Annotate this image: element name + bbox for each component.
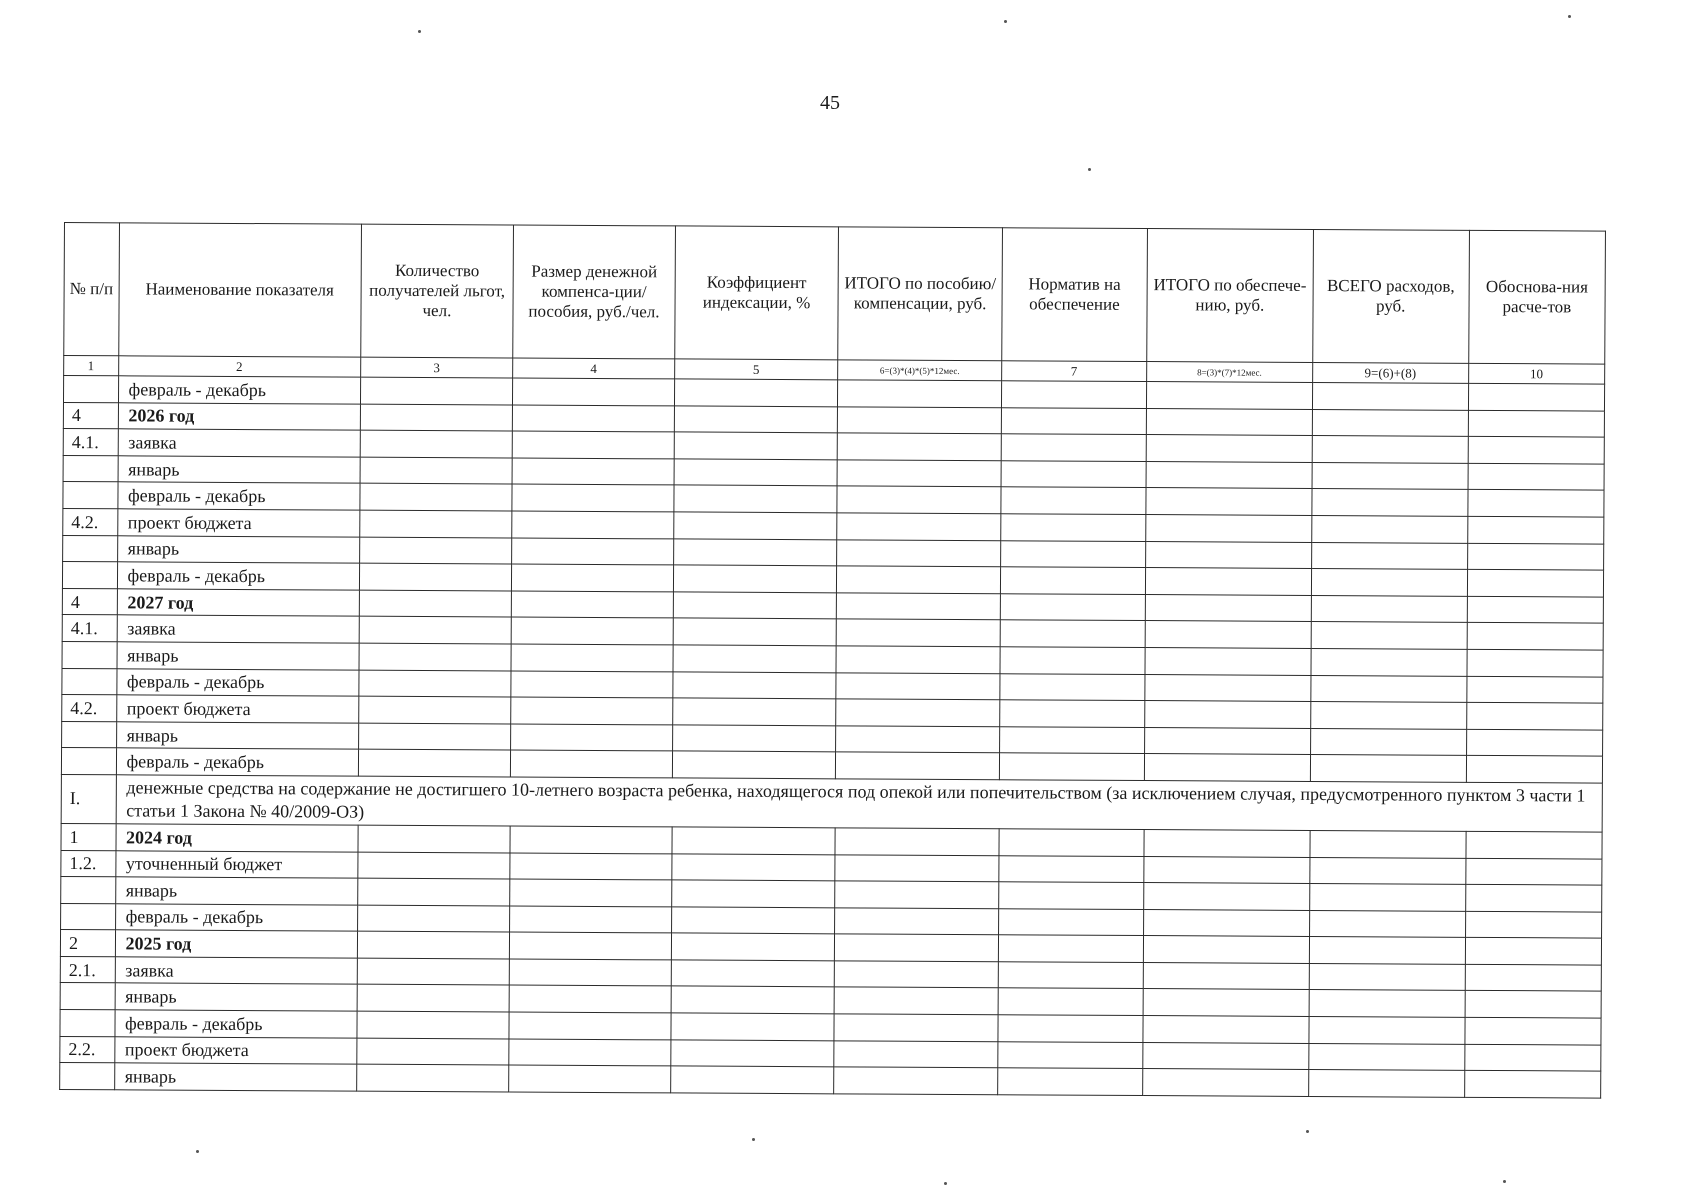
row-name: февраль - декабрь	[117, 482, 359, 510]
empty-cell	[511, 724, 673, 751]
empty-cell	[671, 986, 835, 1014]
empty-cell	[360, 404, 513, 431]
empty-cell	[357, 878, 510, 905]
row-name: заявка	[117, 615, 359, 643]
empty-cell	[673, 565, 837, 593]
empty-cell	[835, 934, 999, 962]
empty-cell	[1001, 461, 1146, 488]
empty-cell	[1311, 675, 1467, 702]
row-number	[63, 482, 118, 509]
empty-cell	[358, 749, 511, 776]
header-cell: Коэффициент индексации, %	[674, 226, 838, 360]
empty-cell	[998, 962, 1143, 989]
empty-cell	[1143, 1016, 1309, 1044]
empty-cell	[1146, 515, 1312, 543]
section-number: I.	[61, 774, 116, 823]
empty-cell	[1468, 490, 1605, 517]
empty-cell	[1000, 567, 1145, 594]
empty-cell	[1310, 728, 1466, 755]
empty-cell	[1309, 910, 1465, 937]
row-name: январь	[116, 722, 358, 750]
row-name: проект бюджета	[114, 1036, 356, 1064]
empty-cell	[512, 484, 674, 511]
empty-cell	[357, 958, 510, 985]
empty-cell	[671, 907, 835, 935]
table-body-part1	[61, 376, 1604, 784]
empty-cell	[834, 1014, 998, 1042]
empty-cell	[1309, 857, 1465, 884]
row-number: 4	[62, 588, 117, 615]
empty-cell	[1143, 989, 1309, 1017]
row-name: проект бюджета	[116, 695, 358, 723]
empty-cell	[1466, 831, 1603, 858]
empty-cell	[1467, 543, 1604, 570]
row-number	[61, 903, 116, 930]
empty-cell	[672, 725, 836, 753]
empty-cell	[999, 753, 1144, 780]
column-number: 9=(6)+(8)	[1312, 362, 1468, 383]
row-name: уточненный бюджет	[115, 850, 357, 878]
empty-cell	[998, 1068, 1143, 1095]
empty-cell	[834, 987, 998, 1015]
column-number: 3	[360, 357, 513, 378]
empty-cell	[1145, 568, 1311, 596]
empty-cell	[512, 431, 674, 458]
scan-speck	[1004, 20, 1007, 23]
empty-cell	[1311, 648, 1467, 675]
empty-cell	[1144, 754, 1310, 782]
row-name: февраль - декабрь	[116, 668, 358, 696]
empty-cell	[1001, 381, 1146, 408]
empty-cell	[998, 1015, 1143, 1042]
row-number: 2	[60, 930, 115, 957]
empty-cell	[836, 752, 1000, 780]
scan-speck	[752, 1138, 755, 1141]
empty-cell	[1144, 829, 1310, 857]
empty-cell	[1000, 647, 1145, 674]
empty-cell	[1145, 647, 1311, 675]
empty-cell	[674, 406, 838, 434]
empty-cell	[1467, 623, 1604, 650]
empty-cell	[1468, 463, 1605, 490]
empty-cell	[1311, 622, 1467, 649]
empty-cell	[1467, 516, 1604, 543]
empty-cell	[360, 457, 513, 484]
empty-cell	[356, 1038, 509, 1065]
row-name: январь	[117, 642, 359, 670]
empty-cell	[673, 671, 837, 699]
empty-cell	[837, 593, 1001, 621]
empty-cell	[1000, 620, 1145, 647]
empty-cell	[674, 432, 838, 460]
empty-cell	[512, 511, 674, 538]
row-name: январь	[115, 983, 357, 1011]
header-cell: ВСЕГО расходов, руб.	[1312, 229, 1469, 363]
empty-cell	[998, 908, 1143, 935]
empty-cell	[1144, 727, 1310, 755]
empty-cell	[1145, 541, 1311, 569]
row-name: февраль - декабрь	[118, 376, 360, 404]
empty-cell	[511, 750, 673, 777]
empty-cell	[513, 378, 675, 405]
empty-cell	[1467, 569, 1604, 596]
empty-cell	[1146, 435, 1312, 463]
scan-speck	[196, 1150, 199, 1153]
empty-cell	[836, 672, 1000, 700]
empty-cell	[1145, 701, 1311, 729]
empty-cell	[1309, 937, 1465, 964]
empty-cell	[673, 512, 837, 540]
empty-cell	[837, 460, 1001, 488]
empty-cell	[1144, 856, 1310, 884]
empty-cell	[1000, 700, 1145, 727]
scan-speck	[1306, 1130, 1309, 1133]
empty-cell	[512, 591, 674, 618]
empty-cell	[511, 697, 673, 724]
row-name: февраль - декабрь	[114, 1010, 356, 1038]
empty-cell	[359, 563, 512, 590]
row-number	[60, 1063, 115, 1090]
row-number	[63, 376, 118, 403]
empty-cell	[1466, 729, 1603, 756]
empty-cell	[1308, 1043, 1464, 1070]
empty-cell	[358, 670, 511, 697]
empty-cell	[673, 645, 837, 673]
scan-speck	[418, 30, 421, 33]
row-number: 4.2.	[62, 695, 117, 722]
empty-cell	[511, 617, 673, 644]
empty-cell	[1466, 756, 1603, 783]
header-cell: Размер денежной компенса-ции/пособия, руб./чел.	[513, 225, 675, 359]
empty-cell	[1464, 1044, 1601, 1071]
header-cell: Наименование показателя	[118, 223, 361, 357]
empty-cell	[1310, 755, 1466, 782]
section-title: денежные средства на содержание не достигшего 10-летнего возраста ребенка, находящегося под опекой или попечительством (за исключением случая, предусмотренного пунктом 3 части 1 статьи 1 Закона № 40/2009-ОЗ)	[116, 775, 1603, 832]
empty-cell	[1143, 1069, 1309, 1097]
empty-cell	[1465, 964, 1602, 991]
budget-table-container	[59, 222, 1606, 1098]
empty-cell	[1467, 596, 1604, 623]
column-number: 6=(3)*(4)*(5)*12мес.	[838, 360, 1002, 381]
empty-cell	[1000, 673, 1145, 700]
empty-cell	[1309, 963, 1465, 990]
empty-cell	[837, 566, 1001, 594]
row-name: январь	[115, 877, 357, 905]
row-name: проект бюджета	[117, 509, 359, 537]
table-body-part2	[60, 823, 1602, 1098]
row-number: 1.2.	[61, 850, 116, 877]
empty-cell	[1311, 595, 1467, 622]
empty-cell	[1464, 1071, 1601, 1098]
empty-cell	[1310, 830, 1466, 857]
column-number: 4	[513, 358, 675, 379]
row-number	[62, 641, 117, 668]
scan-speck	[1503, 1180, 1506, 1183]
empty-cell	[1143, 936, 1309, 964]
row-name: февраль - декабрь	[116, 748, 358, 776]
empty-cell	[1311, 569, 1467, 596]
row-name: 2024 год	[116, 824, 358, 852]
empty-cell	[511, 644, 673, 671]
empty-cell	[671, 960, 835, 988]
empty-cell	[1309, 1017, 1465, 1044]
row-name: январь	[114, 1063, 356, 1091]
empty-cell	[998, 935, 1143, 962]
empty-cell	[836, 699, 1000, 727]
empty-cell	[1312, 409, 1468, 436]
row-name: 2026 год	[118, 402, 360, 430]
row-number	[63, 535, 118, 562]
empty-cell	[1000, 540, 1145, 567]
empty-cell	[836, 646, 1000, 674]
row-name: январь	[117, 535, 359, 563]
empty-cell	[359, 643, 512, 670]
empty-cell	[357, 905, 510, 932]
empty-cell	[673, 618, 837, 646]
row-number	[62, 668, 117, 695]
empty-cell	[359, 590, 512, 617]
budget-table	[59, 222, 1606, 1098]
row-number: 1	[61, 823, 116, 850]
scan-speck	[944, 1182, 947, 1185]
empty-cell	[1311, 542, 1467, 569]
header-cell: Количество получателей льгот, чел.	[360, 224, 513, 358]
column-number: 7	[1001, 361, 1146, 382]
empty-cell	[1310, 702, 1466, 729]
empty-cell	[1146, 382, 1312, 410]
row-number: 2.1.	[60, 956, 115, 983]
section-row	[61, 774, 1602, 832]
empty-cell	[509, 985, 671, 1012]
empty-cell	[356, 1064, 509, 1091]
empty-cell	[837, 433, 1001, 461]
empty-cell	[1309, 990, 1465, 1017]
empty-cell	[359, 537, 512, 564]
empty-cell	[1312, 382, 1468, 409]
empty-cell	[1309, 884, 1465, 911]
empty-cell	[836, 619, 1000, 647]
empty-cell	[671, 1013, 835, 1041]
empty-cell	[998, 988, 1143, 1015]
page-number: 45	[820, 92, 840, 114]
row-number	[62, 721, 117, 748]
empty-cell	[672, 751, 836, 779]
empty-cell	[1146, 408, 1312, 436]
empty-cell	[1001, 514, 1146, 541]
empty-cell	[1000, 593, 1145, 620]
column-number: 10	[1468, 363, 1604, 384]
empty-cell	[513, 405, 675, 432]
empty-cell	[670, 1066, 834, 1094]
row-name: 2025 год	[115, 930, 357, 958]
empty-cell	[1001, 434, 1146, 461]
empty-cell	[673, 538, 837, 566]
empty-cell	[1146, 488, 1312, 516]
empty-cell	[674, 459, 838, 487]
empty-cell	[998, 1041, 1143, 1068]
empty-cell	[838, 406, 1002, 434]
empty-cell	[1465, 938, 1602, 965]
empty-cell	[999, 855, 1144, 882]
empty-cell	[1146, 461, 1312, 489]
header-cell: ИТОГО по обеспече-нию, руб.	[1147, 229, 1314, 363]
empty-cell	[511, 671, 673, 698]
empty-cell	[1465, 1017, 1602, 1044]
row-number	[60, 983, 115, 1010]
empty-cell	[360, 377, 513, 404]
empty-cell	[1467, 649, 1604, 676]
empty-cell	[1468, 437, 1605, 464]
empty-cell	[510, 879, 672, 906]
row-number: 4	[63, 402, 118, 429]
empty-cell	[673, 592, 837, 620]
empty-cell	[1143, 1042, 1309, 1070]
empty-cell	[838, 380, 1002, 408]
empty-cell	[358, 696, 511, 723]
empty-cell	[510, 853, 672, 880]
empty-cell	[834, 1067, 998, 1095]
empty-cell	[672, 827, 836, 855]
empty-cell	[1468, 383, 1605, 410]
empty-cell	[835, 961, 999, 989]
empty-cell	[359, 616, 512, 643]
row-name: февраль - декабрь	[115, 903, 357, 931]
row-number: 4.2.	[63, 508, 118, 535]
empty-cell	[360, 484, 513, 511]
column-number: 2	[118, 356, 360, 377]
section-body	[61, 774, 1602, 832]
empty-cell	[357, 1011, 510, 1038]
empty-cell	[512, 564, 674, 591]
empty-cell	[835, 881, 999, 909]
row-name: февраль - декабрь	[117, 562, 359, 590]
empty-cell	[999, 829, 1144, 856]
row-number	[63, 455, 118, 482]
row-number	[62, 562, 117, 589]
empty-cell	[1312, 462, 1468, 489]
scan-speck	[1088, 168, 1091, 171]
empty-cell	[358, 825, 511, 852]
empty-cell	[1312, 436, 1468, 463]
empty-cell	[1145, 674, 1311, 702]
empty-cell	[357, 852, 510, 879]
empty-cell	[1143, 909, 1309, 937]
empty-cell	[674, 485, 838, 513]
empty-cell	[358, 723, 511, 750]
empty-cell	[671, 933, 835, 961]
empty-cell	[999, 882, 1144, 909]
empty-cell	[510, 932, 672, 959]
empty-cell	[671, 880, 835, 908]
row-number: 4.1.	[62, 615, 117, 642]
empty-cell	[1145, 594, 1311, 622]
empty-cell	[512, 458, 674, 485]
row-name: январь	[118, 456, 360, 484]
row-number	[61, 877, 116, 904]
scan-speck	[1568, 15, 1571, 18]
empty-cell	[1465, 884, 1602, 911]
row-number: 4.1.	[63, 429, 118, 456]
empty-cell	[834, 1040, 998, 1068]
empty-cell	[999, 726, 1144, 753]
empty-cell	[512, 538, 674, 565]
header-cell: ИТОГО по пособию/ компенсации, руб.	[838, 227, 1002, 361]
row-name: 2027 год	[117, 589, 359, 617]
empty-cell	[1466, 676, 1603, 703]
header-cell: Норматив на обеспечение	[1002, 228, 1148, 362]
row-name: заявка	[118, 429, 360, 457]
empty-cell	[360, 430, 513, 457]
empty-cell	[510, 959, 672, 986]
header-row	[64, 223, 1606, 365]
row-number	[60, 1010, 115, 1037]
header-cell: Обоснова-ния расче-тов	[1468, 230, 1605, 364]
empty-cell	[1312, 489, 1468, 516]
empty-cell	[837, 539, 1001, 567]
empty-cell	[835, 828, 999, 856]
empty-cell	[357, 985, 510, 1012]
empty-cell	[670, 1040, 834, 1068]
column-number: 5	[674, 359, 838, 380]
row-name: заявка	[115, 957, 357, 985]
empty-cell	[1468, 410, 1605, 437]
empty-cell	[1308, 1070, 1464, 1097]
empty-cell	[357, 931, 510, 958]
empty-cell	[672, 698, 836, 726]
empty-cell	[509, 1039, 671, 1066]
empty-cell	[674, 379, 838, 407]
empty-cell	[835, 908, 999, 936]
empty-cell	[1144, 883, 1310, 911]
column-number: 8=(3)*(7)*12мес.	[1147, 362, 1313, 383]
empty-cell	[509, 1065, 671, 1092]
empty-cell	[1145, 621, 1311, 649]
empty-cell	[1465, 858, 1602, 885]
header-cell: № п/п	[64, 223, 119, 356]
empty-cell	[510, 906, 672, 933]
empty-cell	[672, 853, 836, 881]
empty-cell	[836, 726, 1000, 754]
empty-cell	[359, 510, 512, 537]
empty-cell	[837, 513, 1001, 541]
empty-cell	[1311, 515, 1467, 542]
empty-cell	[1143, 962, 1309, 990]
row-number: 2.2.	[60, 1036, 115, 1063]
column-number: 1	[64, 356, 119, 376]
empty-cell	[837, 486, 1001, 514]
empty-cell	[1465, 911, 1602, 938]
row-number	[61, 748, 116, 775]
empty-cell	[1466, 702, 1603, 729]
empty-cell	[835, 854, 999, 882]
empty-cell	[1001, 487, 1146, 514]
empty-cell	[1465, 991, 1602, 1018]
empty-cell	[1001, 407, 1146, 434]
empty-cell	[510, 826, 672, 853]
empty-cell	[509, 1012, 671, 1039]
